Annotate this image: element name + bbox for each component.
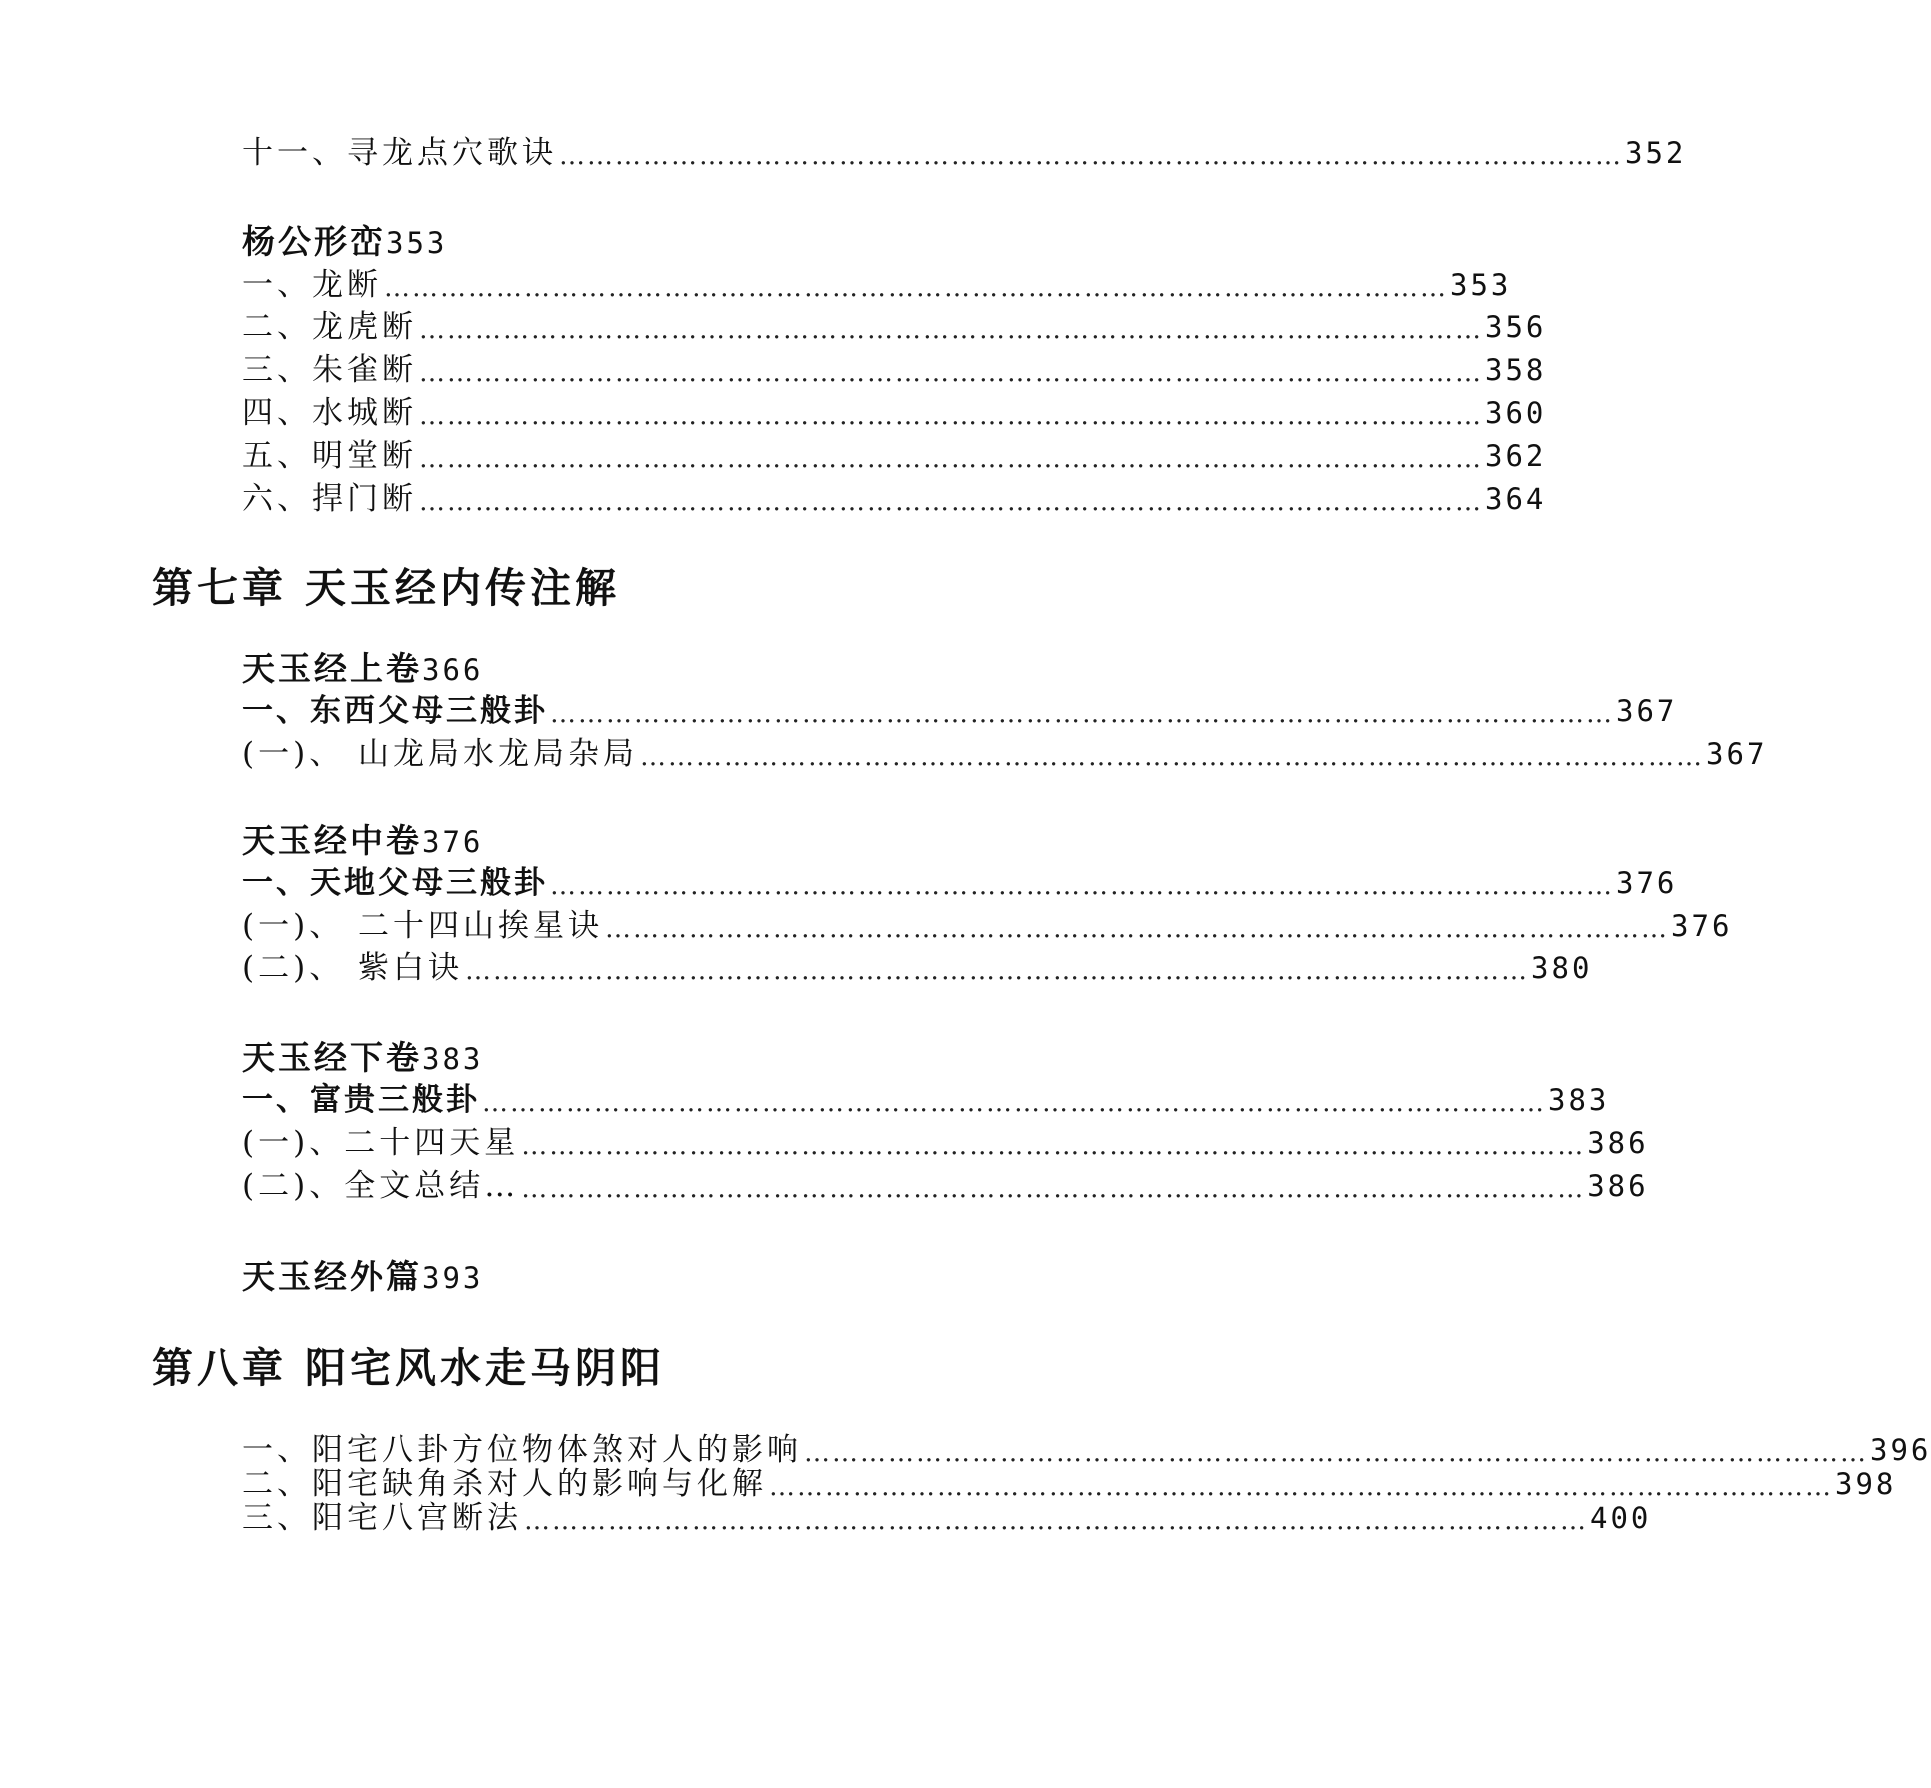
toc-entry: [242, 436, 1547, 476]
toc-entry: [242, 906, 1733, 946]
toc-entry-label: 一、天地父母三般卦: [242, 865, 548, 901]
toc-entry-label: 十一、寻龙点穴歌诀: [242, 135, 557, 171]
toc-entry-label: (二)、 紫白诀: [242, 950, 464, 986]
toc-entry-page-number: 352: [1625, 136, 1687, 170]
section-title: 天玉经中卷: [242, 821, 422, 860]
toc-entry: [242, 307, 1547, 347]
dot-leader: ……………………………………………………………………………………………………: [465, 956, 1530, 986]
dot-leader: ……………………………………………………………………………………………………: [419, 401, 1483, 431]
section-page-number: 376: [422, 825, 484, 859]
toc-entry-page-number: 386: [1587, 1126, 1649, 1160]
dot-leader: ……………………………………………………………………………………………………: [769, 1472, 1833, 1502]
dot-leader: ……………………………………………………………………………………………………: [419, 487, 1483, 517]
section-page-number: 383: [422, 1042, 484, 1076]
dot-leader: ……………………………………………………………………………………………………: [640, 742, 1705, 772]
toc-entry: [242, 133, 1687, 173]
dot-leader: ……………………………………………………………………………………………………: [419, 358, 1483, 388]
toc-entry-page-number: 367: [1616, 694, 1678, 728]
section-page-number: 393: [422, 1261, 484, 1295]
toc-entry-page-number: 380: [1531, 951, 1593, 985]
dot-leader: ……………………………………………………………………………………………………: [559, 141, 1623, 171]
dot-leader: ……………………………………………………………………………………………………: [524, 1506, 1588, 1536]
section-title: 天玉经下卷: [242, 1038, 422, 1077]
toc-entry-page-number: 376: [1671, 909, 1733, 943]
toc-entry: [242, 393, 1547, 433]
toc-entry-label: 一、东西父母三般卦: [242, 693, 548, 729]
toc-entry-page-number: 396: [1870, 1433, 1931, 1467]
toc-entry-label: (一)、 山龙局水龙局杂局: [242, 736, 639, 772]
chapter-number: 第七章: [152, 564, 287, 612]
toc-entry-label: 一、龙断: [242, 267, 382, 303]
section-heading: [242, 819, 483, 863]
dot-leader: ……………………………………………………………………………………………………: [550, 699, 1614, 729]
section-title: 天玉经外篇: [242, 1257, 422, 1296]
toc-entry-label: 一、阳宅八卦方位物体煞对人的影响: [242, 1432, 802, 1468]
chapter-title: 天玉经内传注解: [305, 564, 620, 612]
chapter-number: 第八章: [152, 1344, 287, 1392]
toc-entry-label: 二、龙虎断: [242, 309, 417, 345]
section-page-number: 353: [386, 226, 448, 260]
toc-entry: [242, 1498, 1652, 1538]
section-page-number: 366: [422, 653, 484, 687]
toc-entry-label: 五、明堂断: [242, 438, 417, 474]
toc-entry-page-number: 383: [1548, 1083, 1610, 1117]
dot-leader: ……………………………………………………………………………………………………: [605, 914, 1670, 944]
toc-entry: [242, 1123, 1649, 1163]
toc-entry-page-number: 362: [1485, 439, 1547, 473]
toc-entry-page-number: 386: [1587, 1169, 1649, 1203]
toc-entry-label: 三、朱雀断: [242, 352, 417, 388]
toc-entry-label: 一、富贵三般卦: [242, 1082, 480, 1118]
toc-entry-label: 三、阳宅八宫断法: [242, 1500, 522, 1536]
toc-entry-page-number: 358: [1485, 353, 1547, 387]
section-heading: [242, 1036, 483, 1080]
section-title: 杨公形峦: [242, 222, 386, 261]
toc-entry-label: 六、捍门断: [242, 481, 417, 517]
dot-leader: ……………………………………………………………………………………………………: [550, 871, 1614, 901]
toc-entry: [242, 734, 1768, 774]
dot-leader: ……………………………………………………………………………………………………: [384, 273, 1448, 303]
toc-entry-page-number: 364: [1485, 482, 1547, 516]
toc-entry-label: 二、阳宅缺角杀对人的影响与化解: [242, 1466, 767, 1502]
section-heading: [242, 220, 447, 264]
toc-entry-page-number: 353: [1450, 268, 1512, 302]
chapter-heading: [152, 1340, 665, 1396]
section-heading: [242, 647, 483, 691]
dot-leader: ……………………………………………………………………………………………………: [521, 1174, 1586, 1204]
toc-entry-page-number: 400: [1590, 1501, 1652, 1535]
toc-entry-page-number: 356: [1485, 310, 1547, 344]
toc-entry: [242, 265, 1512, 305]
dot-leader: ……………………………………………………………………………………………………: [804, 1438, 1868, 1468]
toc-entry: [242, 948, 1593, 988]
toc-entry: [242, 1166, 1649, 1206]
section-heading: [242, 1255, 483, 1299]
dot-leader: ……………………………………………………………………………………………………: [521, 1131, 1586, 1161]
chapter-heading: [152, 560, 620, 616]
toc-entry-page-number: 398: [1835, 1467, 1897, 1501]
toc-entry-page-number: 360: [1485, 396, 1547, 430]
dot-leader: ……………………………………………………………………………………………………: [482, 1088, 1546, 1118]
toc-entry: [242, 479, 1547, 519]
toc-entry-page-number: 376: [1616, 866, 1678, 900]
dot-leader: ……………………………………………………………………………………………………: [419, 444, 1483, 474]
toc-entry-page-number: 367: [1706, 737, 1768, 771]
toc-entry: [242, 350, 1547, 390]
section-title: 天玉经上卷: [242, 649, 422, 688]
toc-entry-label: (一)、 二十四山挨星诀: [242, 908, 604, 944]
toc-entry: [242, 863, 1678, 903]
toc-entry-label: (二)、全文总结…: [242, 1168, 520, 1204]
toc-entry-label: (一)、二十四天星: [242, 1125, 520, 1161]
chapter-title: 阳宅风水走马阴阳: [305, 1344, 665, 1392]
dot-leader: ……………………………………………………………………………………………………: [419, 315, 1483, 345]
toc-entry-label: 四、水城断: [242, 395, 417, 431]
toc-entry: [242, 1080, 1610, 1120]
toc-entry: [242, 691, 1678, 731]
